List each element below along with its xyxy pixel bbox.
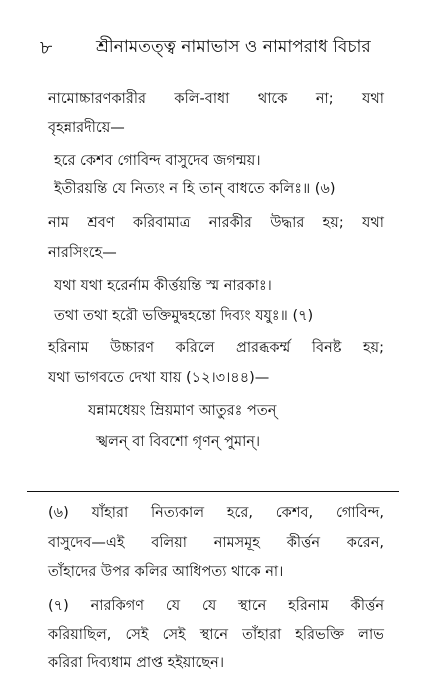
verse-2-line-1: যথা যথা হরের্নাম কীর্ত্তয়ন্তি স্ম নারকাঃ। bbox=[54, 278, 272, 294]
verse-3-line-1: যন্নামধেয়ং ম্রিয়মাণ আতুরঃ পতন্ bbox=[88, 403, 277, 419]
footnote-7-line-2: করিয়াছিল, সেই সেই স্থানে তাঁহারা হরিভক্তি লাভ bbox=[48, 627, 384, 643]
verse-3-line-2: স্খলন্ বা বিবশো গৃণন্ পুমান্। bbox=[96, 434, 261, 450]
footnote-divider bbox=[27, 491, 399, 492]
paragraph-2-line-2: নারসিংহে— bbox=[48, 245, 117, 261]
paragraph-1-line-2: বৃহন্নারদীয়ে— bbox=[48, 120, 125, 136]
footnote-6-line-1: (৬) যাঁহারা নিত্যকাল হরে, কেশব, গোবিন্দ, bbox=[48, 505, 384, 521]
verse-2-line-2: তথা তথা হরৌ ভক্তিমুদ্বহন্তো দিব্যং যযুঃ॥ (৭) bbox=[54, 308, 314, 324]
paragraph-3-line-2: যথা ভাগবতে দেখা যায় (১২।৩।৪৪)— bbox=[48, 370, 270, 386]
paragraph-2-line-1: নাম শ্রবণ করিবামাত্র নারকীর উদ্ধার হয়; যথা bbox=[48, 215, 384, 231]
paragraph-3-line-1: হরিনাম উচ্চারণ করিলে প্রারব্ধকর্ম্ম বিনষ্ট হয়; bbox=[48, 340, 384, 356]
footnote-7-line-1: (৭) নারকিগণ যে যে স্থানে হরিনাম কীর্ত্তন bbox=[48, 598, 384, 614]
running-header: শ্রীনামতত্ত্ব নামাভাস ও নামাপরাধ বিচার bbox=[96, 37, 371, 57]
verse-1-line-1: হরে কেশব গোবিন্দ বাসুদেব জগন্ময়। bbox=[54, 153, 261, 169]
footnote-6-line-3: তাঁহাদের উপর কলির আধিপত্য থাকে না। bbox=[48, 564, 284, 580]
footnote-7-line-3: করিরা দিব্যধাম প্রাপ্ত হইয়াছেন। bbox=[48, 655, 225, 671]
page-number: ৮ bbox=[40, 37, 53, 59]
footnote-6-line-2: বাসুদেব—এই বলিয়া নামসমূহ কীর্ত্তন করেন, bbox=[48, 535, 384, 551]
paragraph-1-line-1: নামোচ্চারণকারীর কলি-বাধা থাকে না; যথা bbox=[48, 91, 384, 107]
verse-1-line-2: ইতীরয়ন্তি যে নিত্যং ন হি তান্ বাধতে কলিঃ॥ (৬) bbox=[54, 181, 336, 197]
